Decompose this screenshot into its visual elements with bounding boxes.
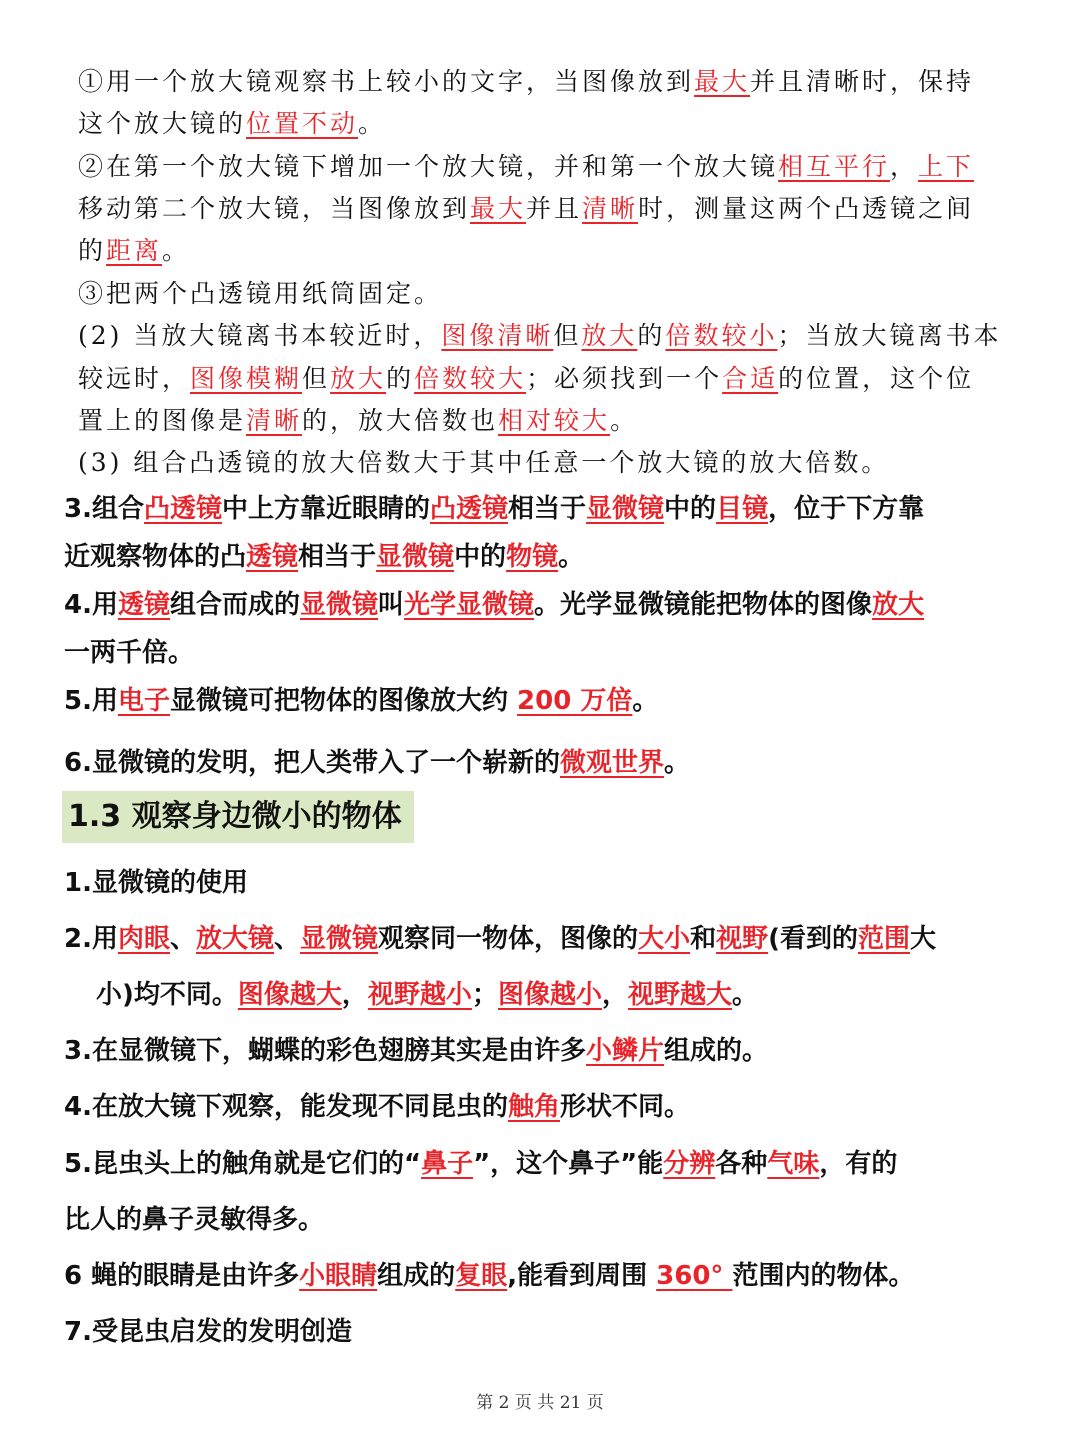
text-segment: 显微镜可把物体的图像放大约 — [169, 686, 518, 716]
line-7 — [78, 316, 1001, 352]
text-segment: 的 — [386, 364, 415, 393]
text-segment: 的 — [78, 236, 107, 265]
text-segment: ；当放大镜离书本 — [777, 321, 1002, 350]
answer-text: 清晰 — [582, 194, 639, 223]
line-19 — [96, 974, 758, 1011]
line-1 — [78, 62, 974, 98]
page-footer: 第 2 页 共 21 页 — [476, 1393, 604, 1413]
answer-text: 光学显微镜 — [404, 590, 535, 620]
text-segment: 、 — [274, 924, 301, 954]
answer-text: 最大 — [470, 194, 527, 223]
text-segment: 小)均不同。 — [96, 980, 238, 1010]
text-segment: 的，放大倍数也 — [302, 406, 499, 435]
line-18 — [64, 918, 936, 955]
text-segment: 移动第二个放大镜，当图像放到 — [78, 194, 471, 223]
line-17 — [64, 862, 248, 899]
text-segment: (2) 当放大镜离书本较近时， — [78, 321, 442, 350]
text-segment: 叫 — [378, 590, 405, 620]
answer-text: 透镜 — [246, 542, 299, 572]
text-segment: 但 — [553, 321, 582, 350]
answer-text: 大小 — [638, 924, 691, 954]
line-24 — [64, 1255, 914, 1292]
text-segment: ”，这个鼻子”能 — [473, 1149, 664, 1179]
text-segment: 1.显微镜的使用 — [64, 868, 248, 898]
answer-text: 物镜 — [506, 542, 559, 572]
line-15 — [64, 680, 658, 717]
text-segment: ， — [601, 980, 628, 1010]
line-2 — [78, 104, 386, 140]
line-20 — [64, 1030, 768, 1067]
line-8 — [78, 359, 974, 395]
text-segment: 中上方靠近眼睛的 — [221, 494, 430, 524]
line-9 — [78, 401, 638, 437]
line-13 — [64, 584, 924, 621]
text-segment: 较远时， — [78, 364, 191, 393]
text-segment: 、 — [169, 924, 196, 954]
text-segment: 这个放大镜的 — [78, 109, 247, 138]
text-segment: ①用一个放大镜观察书上较小的文字，当图像放到 — [78, 67, 695, 96]
section-title: 1.3 观察身边微小的物体 — [62, 791, 414, 843]
text-segment: ②在第一个放大镜下增加一个放大镜，并和第一个放大镜 — [78, 152, 779, 181]
answer-text: 相互平行 — [778, 152, 891, 181]
answer-text: 相对较大 — [498, 406, 611, 435]
answer-text: 小眼睛 — [299, 1261, 378, 1291]
text-segment: 形状不同。 — [559, 1092, 690, 1122]
answer-text: 视野越大 — [627, 980, 732, 1010]
text-segment: 范围内的物体。 — [732, 1261, 915, 1291]
answer-text: 电子 — [117, 686, 170, 716]
text-segment: ， — [890, 152, 919, 181]
text-segment: 6.显微镜的发明，把人类带入了一个崭新的 — [64, 748, 560, 778]
text-segment: 置上的图像是 — [78, 406, 247, 435]
line-12 — [64, 536, 584, 573]
text-segment: 6 蝇的眼睛是由许多 — [64, 1261, 300, 1291]
answer-text: 微观世界 — [559, 748, 664, 778]
line-11 — [64, 488, 924, 525]
text-segment: 各种 — [715, 1149, 768, 1179]
text-segment: 的位置，这个位 — [778, 364, 975, 393]
answer-text: 透镜 — [117, 590, 170, 620]
answer-text: 图像越小 — [497, 980, 602, 1010]
text-segment: 和 — [690, 924, 717, 954]
text-segment: 。 — [732, 980, 759, 1010]
text-segment: ；必须找到一个 — [526, 364, 723, 393]
text-segment: ； — [471, 980, 498, 1010]
answer-text: 清晰 — [246, 406, 303, 435]
text-segment: (3) 组合凸透镜的放大倍数大于其中任意一个放大镜的放大倍数。 — [78, 448, 890, 477]
line-25 — [64, 1311, 352, 1348]
text-segment: 组合而成的 — [169, 590, 300, 620]
line-21 — [64, 1086, 690, 1123]
text-segment: ， — [341, 980, 368, 1010]
answer-text: 放大 — [872, 590, 925, 620]
line-5 — [78, 231, 190, 267]
answer-text: 肉眼 — [117, 924, 170, 954]
answer-text: 图像模糊 — [190, 364, 303, 393]
answer-text: 显微镜 — [300, 590, 379, 620]
answer-text: 小鳞片 — [585, 1036, 664, 1066]
answer-text: 倍数较小 — [665, 321, 778, 350]
answer-text: 触角 — [507, 1092, 560, 1122]
answer-text: 视野 — [716, 924, 769, 954]
text-segment: 。 — [610, 406, 639, 435]
text-segment: ③把两个凸透镜用纸筒固定。 — [78, 279, 443, 308]
answer-text: 位置不动 — [246, 109, 359, 138]
line-14 — [64, 632, 194, 669]
text-segment: 。光学显微镜能把物体的图像 — [534, 590, 873, 620]
line-22 — [64, 1143, 897, 1180]
text-segment: 观察同一物体，图像的 — [378, 924, 639, 954]
answer-text: 200 万倍 — [517, 686, 633, 716]
answer-text: 图像清晰 — [441, 321, 554, 350]
text-segment: 4.在放大镜下观察，能发现不同昆虫的 — [64, 1092, 508, 1122]
answer-text: 显微镜 — [300, 924, 379, 954]
text-segment: 。 — [558, 542, 585, 572]
text-segment: (看到的 — [768, 924, 858, 954]
text-segment: 的 — [637, 321, 666, 350]
text-segment: 组成的。 — [663, 1036, 768, 1066]
answer-text: 范围 — [858, 924, 911, 954]
answer-text: 360° — [656, 1261, 733, 1291]
text-segment: 4.用 — [64, 590, 118, 620]
text-segment: 。 — [663, 748, 690, 778]
text-segment: 时，测量这两个凸透镜之间 — [638, 194, 975, 223]
answer-text: 放大 — [581, 321, 638, 350]
answer-text: 合适 — [722, 364, 779, 393]
answer-text: 目镜 — [716, 494, 769, 524]
text-segment: ，有的 — [819, 1149, 898, 1179]
text-segment: 。 — [632, 686, 659, 716]
text-segment: 并且 — [526, 194, 583, 223]
text-segment: 中的 — [664, 494, 717, 524]
text-segment: 5.用 — [64, 686, 118, 716]
answer-text: 视野越小 — [367, 980, 472, 1010]
answer-text: 距离 — [106, 236, 163, 265]
text-segment: 一两千倍。 — [64, 638, 195, 668]
text-segment: 近观察物体的凸 — [64, 542, 247, 572]
line-3 — [78, 147, 974, 183]
answer-text: 放大镜 — [196, 924, 275, 954]
answer-text: 倍数较大 — [414, 364, 527, 393]
answer-text: 显微镜 — [376, 542, 455, 572]
text-segment: 5.昆虫头上的触角就是它们的“ — [64, 1149, 422, 1179]
text-segment: 相当于 — [298, 542, 377, 572]
text-segment: 3.在显微镜下，蝴蝶的彩色翅膀其实是由许多 — [64, 1036, 586, 1066]
text-segment: 中的 — [454, 542, 507, 572]
text-segment: 3.组合 — [64, 494, 144, 524]
text-segment: ,能看到周围 — [507, 1261, 657, 1291]
answer-text: 分辨 — [663, 1149, 716, 1179]
text-segment: 。 — [358, 109, 387, 138]
answer-text: 凸透镜 — [143, 494, 222, 524]
line-10 — [78, 443, 889, 479]
line-16 — [64, 742, 690, 779]
text-segment: 大 — [910, 924, 937, 954]
text-segment: 7.受昆虫启发的发明创造 — [64, 1317, 352, 1347]
text-segment: 相当于 — [508, 494, 587, 524]
text-segment: 2.用 — [64, 924, 118, 954]
text-segment: 并且清晰时，保持 — [750, 67, 975, 96]
answer-text: 图像越大 — [237, 980, 342, 1010]
text-segment: 组成的 — [377, 1261, 456, 1291]
line-4 — [78, 189, 974, 225]
answer-text: 鼻子 — [421, 1149, 474, 1179]
answer-text: 复眼 — [455, 1261, 508, 1291]
answer-text: 凸透镜 — [430, 494, 509, 524]
answer-text: 显微镜 — [586, 494, 665, 524]
answer-text: 气味 — [767, 1149, 820, 1179]
answer-text: 最大 — [694, 67, 751, 96]
line-23 — [64, 1199, 324, 1236]
answer-text: 上下 — [918, 152, 975, 181]
text-segment: 比人的鼻子灵敏得多。 — [64, 1205, 325, 1235]
answer-text: 放大 — [330, 364, 387, 393]
text-segment: ，位于下方靠 — [768, 494, 925, 524]
text-segment: 但 — [302, 364, 331, 393]
line-6 — [78, 274, 442, 310]
text-segment: 。 — [162, 236, 191, 265]
